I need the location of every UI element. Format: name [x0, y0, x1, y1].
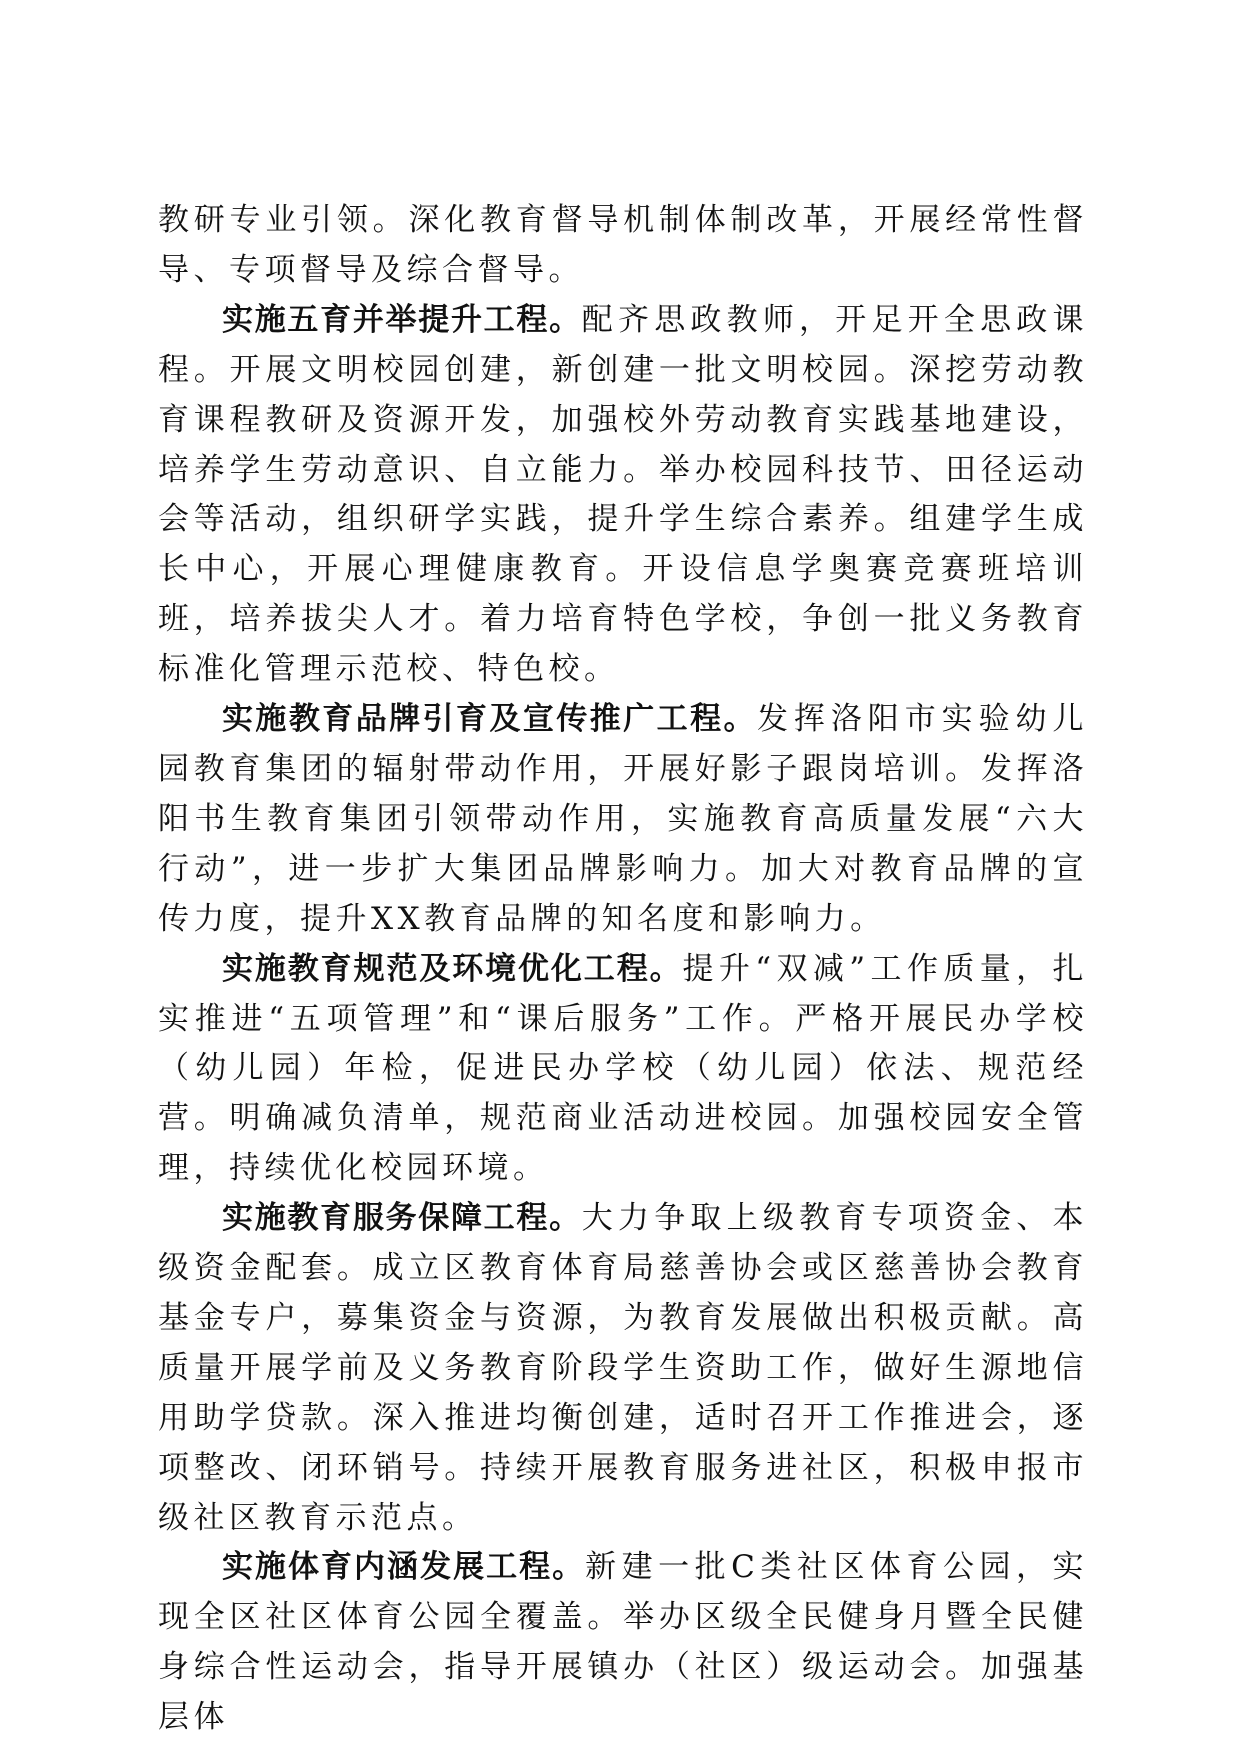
paragraph-heading: 实施教育服务保障工程。 — [222, 1200, 582, 1237]
paragraph-body: 大力争取上级教育专项资金、本级资金配套。成立区教育体育局慈善协会或区慈善协会教育基金专户，募集资金与资源，为教育发展做出积极贡献。高质量开展学前及义务教育阶段学生资助工作，做好生源地信用助学贷款。深入推进均衡创建，适时召开工作推进会，逐项整改、闭环销号。持续开展教育服务进社区，积极申报市级社区教育示范点。 — [158, 1200, 1089, 1536]
paragraph-brand-promotion — [158, 695, 1088, 945]
paragraph-body: 配齐思政教师，开足开全思政课程。开展文明校园创建，新创建一批文明校园。深挖劳动教育课程教研及资源开发，加强校外劳动教育实践基地建设，培养学生劳动意识、自立能力。举办校园科技节、田径运动会等活动，组织研学实践，提升学生综合素养。组建学生成长中心，开展心理健康教育。开设信息学奥赛竞赛班培训班，培养拔尖人才。着力培育特色学校，争创一批义务教育标准化管理示范校、特色校。 — [158, 301, 1089, 688]
paragraph-body: 教研专业引领。深化教育督导机制体制改革，开展经常性督导、专项督导及综合督导。 — [158, 202, 1088, 288]
paragraph-service-guarantee — [158, 1194, 1088, 1543]
paragraph-heading: 实施五育并举提升工程。 — [222, 301, 582, 338]
paragraph-body: 新建一批C类社区体育公园，实现全区社区体育公园全覆盖。举办区级全民健身月暨全民健身综合性运动会，指导开展镇办（社区）级运动会。加强基层体 — [158, 1549, 1089, 1736]
paragraph-body: 发挥洛阳市实验幼儿园教育集团的辐射带动作用，开展好影子跟岗培训。发挥洛阳书生教育集团引领带动作用，实施教育高质量发展“六大行动”，进一步扩大集团品牌影响力。加大对教育品牌的宣传力度，提升XX教育品牌的知名度和影响力。 — [158, 701, 1088, 937]
document-body — [158, 196, 1088, 1743]
paragraph-heading: 实施教育品牌引育及宣传推广工程。 — [222, 701, 757, 738]
paragraph-norms-environment — [158, 945, 1088, 1195]
paragraph-heading: 实施教育规范及环境优化工程。 — [222, 950, 683, 987]
paragraph-five-education — [158, 296, 1088, 695]
paragraph-continuation — [158, 196, 1088, 296]
paragraph-heading: 实施体育内涵发展工程。 — [222, 1549, 586, 1586]
paragraph-sports-development — [158, 1543, 1088, 1743]
paragraph-body: 提升“双减”工作质量，扎实推进“五项管理”和“课后服务”工作。严格开展民办学校（幼儿园）年检，促进民办学校（幼儿园）依法、规范经营。明确减负清单，规范商业活动进校园。加强校园安全管理，持续优化校园环境。 — [158, 950, 1089, 1187]
